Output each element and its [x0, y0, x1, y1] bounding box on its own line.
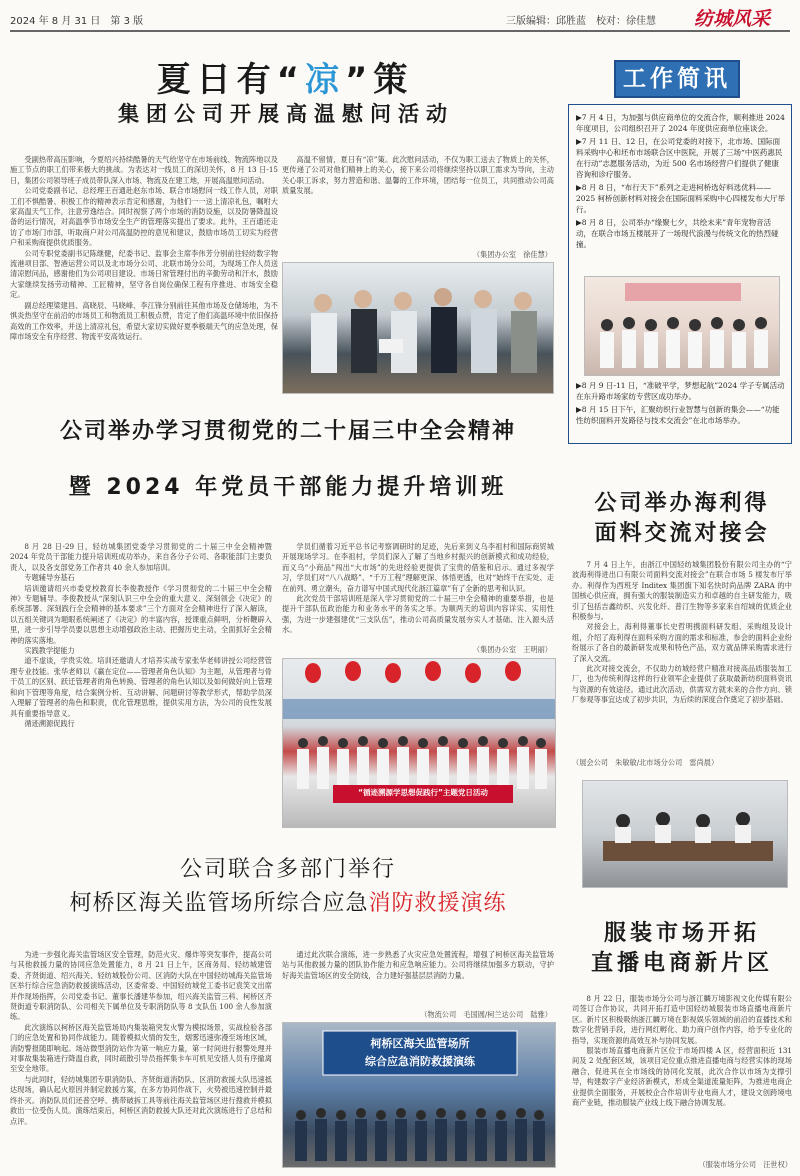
- article1-body-col2: [282, 155, 554, 249]
- article2-title-line2: 暨 2024 年党员干部能力提升培训班: [68, 475, 508, 500]
- article4-byline: （物流公司 毛国圆/柯兰达公司 陆雅）: [420, 1010, 552, 1019]
- people-silhouettes-graphic: [283, 263, 554, 394]
- article4-title-part1: 柯桥区海关监管场所综合应急: [69, 891, 369, 916]
- article2-body-col2: [282, 542, 554, 644]
- article2-p3: 道不虚谈，学贵实效。培训还邀请人才培养实战专家张华老师讲授公司经营管理专业技能。张华老师以《赢在定位——管理者角色认知》为主题，从管理者与骨干员工的区别、跃迁管理者的角色转换、管理者的角色认知以及如何做好向上管理和向下管理等角度，结合案例分析、互动讲解、问题研讨等教学形式，帮助学员深入理解了管理者的角色和职责，优化管理思维，提供实用方法，为公司的良性发展具有重要指导意义。: [10, 656, 272, 718]
- article3-p1: 7 月 4 日上午，由浙江中国轻纺城集团股份有限公司主办的“宁波海利得进出口有限公司面料交流对接会”在联合市场 5 楼发布厅举办。利得作为西班牙 Inditex 集团旗下知名快时尚品牌 ZARA 的中国核心供应商，拥有强大的服装制造实力和卓越的自主研发能力，吸引了包括吉鑫纺织、兴发化纤、普汀生物等多家来自绍城的优质企业积极参与。: [572, 560, 792, 622]
- article5-p2: 服装市场直播电商新片区位于市场四楼 A 区，经营面积近 131 间及 2 处配套区域，该项目定位重点推进直播电商与经营实体的现场融合，促进其在全市场线的协同化发展，此次合作以市场为支撑引导，构建数字产业经济新模式，形成全渠道流量矩阵，为推进电商企业提供全面服务，开展校企合作培训专业电商人才，建设文创跨境电商产业链，推动服装产业线上线下融合协调发展。: [572, 1046, 792, 1108]
- article1-p3: 公司专职党委副书记陈继健，纪委书记、监事会主席李伟芳分别前往轻纺数字物流港项目部、智港运营公司以及北市场分公司、北联市场分公司，为现场工作人员送清凉慰问品，感谢他们为公司项目建设、市场日常管理付出的辛勤劳动和汗水，鼓励大家继续发扬劳动精神、工匠精神，坚守各自岗位确保工程有序推进、市场安全稳定。: [10, 248, 278, 300]
- article2-subhead1: 专题辅导夯基石: [24, 573, 75, 583]
- article2-p2: 培训邀请绍兴市委党校教育长李俊教授作《学习贯彻党的二十届三中全会精神》专题辅导。李俊教授从“深刻认识三中全会的重大意义、深刻领会《决定》的系统部署、深刻践行全会精神的基本要求”三个方面对全会精神进行了深入解读，以五组关键词为题眼系统阐述了《决定》的丰富内容，授课重点鲜明，分析鞭辟入里，进一步引导学员要以思想主动增强政治主动、把握历史主动，全面抓好全会精神的落实落地。: [10, 583, 272, 645]
- article4-body-col1: [10, 950, 272, 1168]
- article3-photo-meeting: [582, 780, 788, 888]
- article2-photo-group: [282, 658, 556, 828]
- article5-body: [572, 994, 792, 1158]
- article4-photo-drill: [282, 1022, 556, 1168]
- article2-body-col1: [10, 542, 272, 828]
- brief-item: ▶8 月 9 日-11 日，“准破平学，梦想起航”2024 学子专属活动在东升路市场家纺专营区成功举办。: [576, 381, 785, 401]
- article1-title-highlight: 凉: [305, 60, 345, 100]
- article4-p4: 通过此次联合演练，进一步熟悉了火灾应急处置流程，增强了柯桥区海关监管场站与其他救援力量的团队协作能力和应急响应能力。公司将继续加强多方联动，守护好海关监管场区的安全防线，合力建好强基层层消防力量。: [282, 950, 554, 980]
- article1-p5: 高温不留情，夏日有“凉”策。此次慰问活动，不仅为职工送去了物质上的关怀，更传递了公司对他们精神上的关心，接下来公司将继续坚持以职工需求为导向，主动关心职工诉求，努力营造和谐、温馨的工作环境，团结每一位员工，共同推动公司高质量发展。: [282, 155, 554, 196]
- article1-title: [120, 52, 450, 101]
- brief-item: ▶8 月 8 日，“布行天下”系列之走进柯桥选好料选优料——2025 柯桥创新材料对接会在国际面料采购中心四楼发布大厅举行。: [576, 183, 785, 214]
- lanterns-graphic: [283, 659, 556, 828]
- article4-p2: 此次演练以柯桥区海关监管场局内集装箱突发火警为模拟场景，实战检验各部门的应急处置和协同作战能力。随着模拟火情的发生，烟雾迅速弥漫至场地区域，消防警报随即响起。场站微型消防站作为第一响应力量，第一时间进行报警处理并对事故集装箱进行降温自救，同时疏散引导员指挥集卡车可机见安措人员有序撤离至安全地带。: [10, 1022, 272, 1074]
- article2-p5: 此次党员干部培训班是深入学习贯彻党的二十届三中全会精神的重要举措，也是提升干部队伍政治能力和业务水平的务实之举。为顺两天的培训内容详实、实用性强，为进一步建强建优“三支队伍”，推动公司高质量发展夯实人才基础、注入源头活水。: [282, 594, 554, 635]
- article2-byline: （集团办公室 王明丽）: [472, 645, 552, 654]
- article3-body: [572, 560, 792, 754]
- article2-subhead2: 实践教学提能力: [24, 646, 75, 656]
- article2-photo-banner: “循迹溯源学思想促践行”主题党日活动: [358, 788, 488, 797]
- article3-p3: 此次对接交流会，不仅助力纺城经营户精准对接高品质服装加工厂，也为传统利得这样的行业领军企业提供了获取最新纺织面料资讯与资源的有效途径。通过此次活动，供需双方就未来的合作方向、锁厂参观等事宜达成了初步共识，为后续的深度合作奠定了初步基础。: [572, 664, 792, 705]
- article1-body-col1: [10, 155, 278, 391]
- article1-photo-site-visit: [282, 262, 554, 394]
- article5-title-line1: 服装市场开拓: [603, 921, 760, 946]
- header-rule: [10, 30, 790, 32]
- article2-title-line1: 公司举办学习贯彻党的二十届三中全会精神: [59, 419, 516, 444]
- article4-title-highlight: 消防救援演练: [368, 891, 507, 916]
- article1-byline: （集团办公室 徐佳慧）: [472, 250, 552, 259]
- article1-title-part1: 夏日有“: [156, 60, 305, 100]
- article3-title-line2: 面料交流对接会: [594, 521, 770, 546]
- masthead-logo: 纺城风采: [694, 8, 771, 30]
- briefs-title: 工作简讯: [623, 66, 731, 92]
- article5-p1: 8 月 22 日，服装市场分公司与浙江麟万境影视文化传媒有限公司签订合作协议，共同开拓打造中国轻纺城服装市场直播电商新片区。新片区积极吸纳浙江麟万境在影视娱乐领域的前沿的直播技术和数字化营销手段，进行网红孵化、助力商户创作内容，给予专业化的指导，实现资源的高效互补与协同发展。: [572, 994, 792, 1045]
- brief-item: ▶7 月 4 日，为加强与供应商单位的交流合作，顺利推进 2024 年度项目，公司组织召开了 2024 年度供应商单位座谈会。: [576, 113, 785, 133]
- briefs-photo-students: [584, 276, 780, 376]
- article2-p4: 学员们循着习近平总书记考察调研时的足迹，先后来到义乌李祖村和国际商贸城开展现场学习。在李祖村，学员们深入了解了当地乡村振兴的创新模式和成功经验，而义乌“小商品”闯出“大市场”的先进经验更提供了宝贵的借鉴和启示。通过多视学习，学员们对“八八战略”、“千万工程”理解更深、体悟更透，也对“始终干在实处、走在前列、勇立潮头，奋力谱写中国式现代化浙江篇章”有了全新的思考和认识。: [282, 542, 554, 593]
- article4-title-line2: [10, 886, 566, 917]
- article4-title-line1: 公司联合多部门举行: [179, 857, 396, 882]
- article2-p1: 8 月 28 日-29 日，轻纺城集团党委学习贯彻党的二十届三中全会精神暨 2024 年党员干部能力提升培训班成功举办，来自各分子公司、各职能部门主要负责人，以及各支部党务工作者共 40 余人参加培训。: [10, 542, 272, 572]
- article1-p1: 受副热带高压影响，今夏绍兴持续酷暑的天气给坚守在市场前线、物流阵地以及施工节点的职工们带来极大的挑战。为表达对一线员工的深切关怀，8 月 13 日-15 日，集团公司领导班子成员带队深入市场、物流及在建工地，开展高温慰问活动。: [10, 155, 278, 185]
- article4-body-col2: [282, 950, 554, 1008]
- group-photo-graphic: [585, 277, 780, 376]
- article1-subtitle: 集团公司开展高温慰问活动: [118, 102, 454, 126]
- briefs-list-bottom: [576, 380, 786, 442]
- briefs-title-box: [614, 60, 740, 98]
- article4-banner-line2: 综合应急消防救援演练: [365, 1055, 475, 1068]
- brief-item: ▶7 月 11 日、12 日，在公司党委的对接下，北市场、国际面料采购中心和坯布市场联合区中医院，开展了三场“中医药惠民在行动”志愿服务活动，为近 500 名市场经营户们提供了健康咨询和诊疗服务。: [576, 137, 783, 179]
- article5-byline: （服装市场分公司 汪世权）: [698, 1160, 792, 1169]
- briefs-list-top: [576, 112, 786, 275]
- article3-byline: （展会公司 朱敏敏/北市场分公司 雷尚晨）: [572, 758, 719, 767]
- article4-p1: 为进一步强化海关监管场区安全管理，防范火灾、爆炸等突发事件，提高公司与其他救援力量的协同应急处置能力，8 月 21 日上午，区商务局、轻纺城建管委、齐贤街道、绍兴海关、轻纺城股份公司、区消防大队在中国轻纺城海关监管场区举行综合应急消防救援演练活动，区委常委、中国轻纺城党工委书记袁笑文出席并作现场指挥，公司党委书记、董事长潘建华参加，绍兴海关监管三科、柯桥区齐贤街道专职消防队、公司相关下属单位及专职消防队等 8 支队伍 100 余人参加演练。: [10, 950, 272, 1022]
- meeting-graphic: [583, 781, 788, 888]
- article5-title-line2: 直播电商新片区: [590, 951, 773, 976]
- editors-line: 三版编辑：邱胜蓝 校对：徐佳慧: [506, 16, 656, 27]
- article4-banner-line1: 柯桥区海关监管场所: [370, 1037, 470, 1050]
- article3-p2: 对接会上，海利得董事长史哲明携面料研发组、采购组及设计组，介绍了海利得在面料采购方面的需求和标准，参会的面料企业纷纷展示了各自的最新研发成果和特色产品，双方就品牌采购需求进行了深入交流。: [572, 622, 792, 663]
- article1-p4: 副总经理梁建昌、高晓辰、马晓峰、李江锋分别前往其他市场及仓储场地，为不惧炎热坚守在前沿的市场员工和物流员工积极点赞，肯定了他们高温环境中依旧保持高效的工作效率，并送上清凉礼包，希望大家切实做好夏季极端天气的应急处理，保障市场安全有序经营、物流平安高效运行。: [10, 300, 278, 341]
- issue-date: 2024 年 8 月 31 日 第 3 版: [10, 16, 144, 27]
- article3-title-line1: 公司举办海利得: [594, 491, 770, 516]
- article1-p2: 公司党委副书记、总经理王百通赴赵东市场、联合市场慰问一线工作人员，对职工们不惧酷暑、积极工作的精神表示肯定和感谢，为他们一一送上清凉礼包，嘱咐大家高温天气工作，注意劳逸结合。同时视察了两个市场的消防设施，以及防暑降温设备的运行情况，对高温季节市场安全生产的管理落实提出了要求。此外，王百通还走访了市场门市部，听取商户对公司高温防控的意见和建议，鼓励市场员工切实为经营户和采购商提供优质服务。: [10, 186, 278, 248]
- brief-item: ▶8 月 15 日下午，汇聚纺织行业智慧与创新的集会——“功能性纺织面料开发路径与技术交流会”在北市场举办。: [576, 405, 780, 425]
- article2-subhead3: 循迹溯源促践行: [24, 718, 75, 728]
- brief-item: ▶8 月 8 日，公司举办“缘聚七夕，共绘未来”青年宠物音活动，在联合市场五楼展开了一场现代浪漫与传统文化的热烈碰撞。: [576, 218, 779, 249]
- article1-title-part2: ”策: [345, 60, 414, 100]
- article4-p3: 与此同时，轻纺城集团专职消防队、齐贤街道消防队、区消防救援大队迅速抵达现场，确认起火原因并制定救援方案，在多方协同作战下，火势被迅速控制并最终扑灭。消防队员们还普空呼、携带破拆工具等前往海关监管场区进行搜救并模拟救出一位受伤人员。演练结束后，柯桥区消防救援大队还对此次演练进行了总结和点评。: [10, 1074, 272, 1126]
